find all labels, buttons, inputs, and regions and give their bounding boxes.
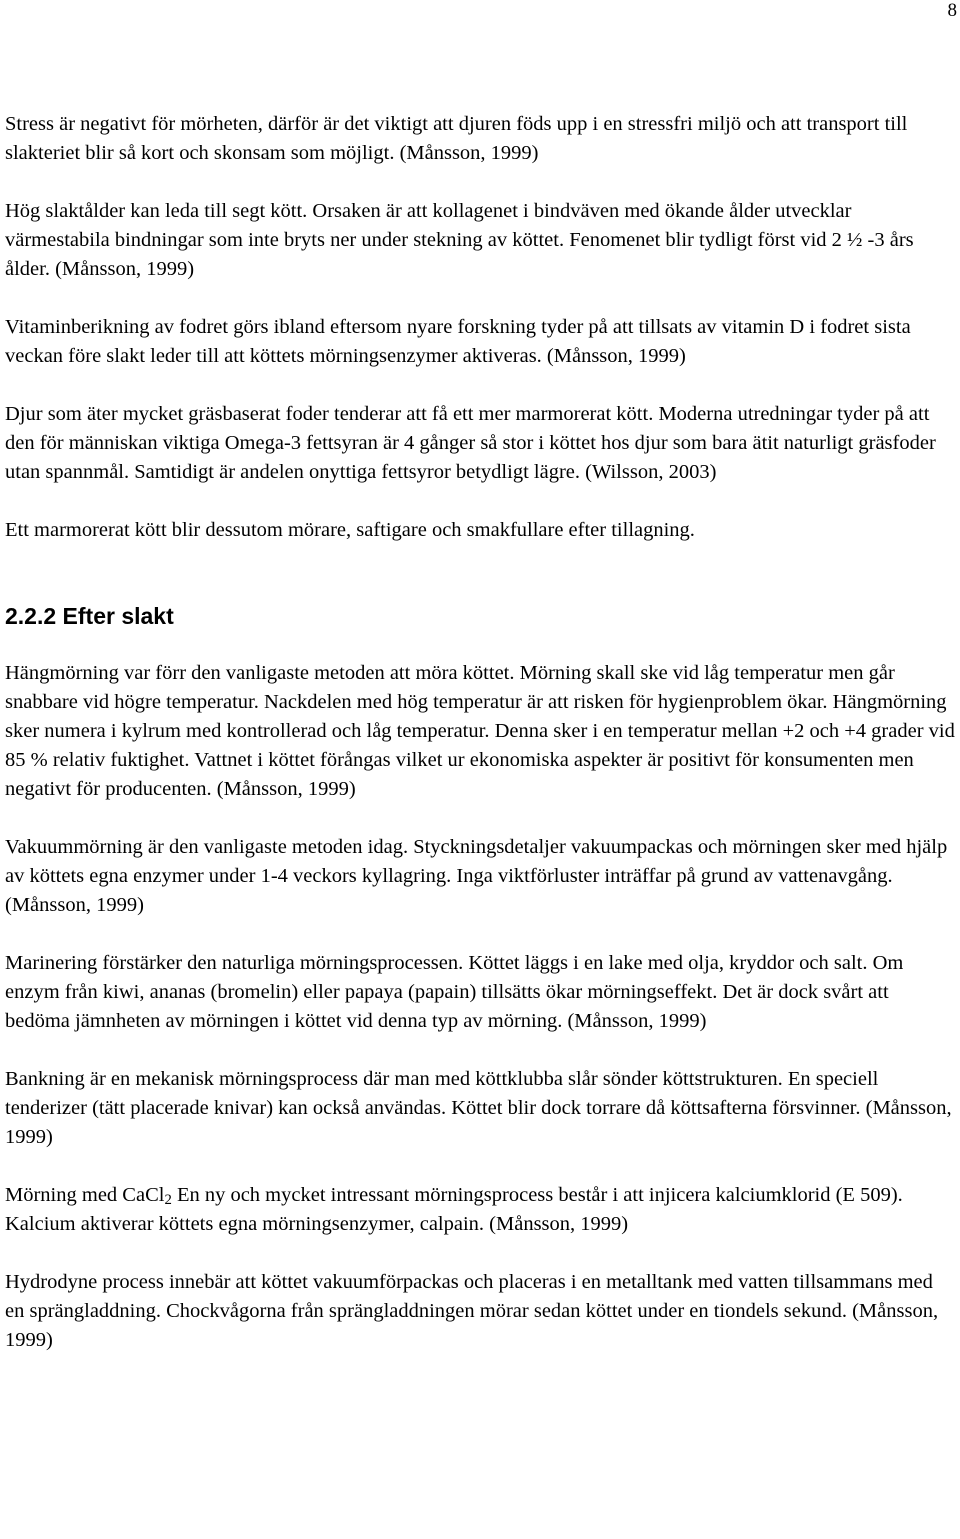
paragraph-hydrodyne: Hydrodyne process innebär att köttet vakuumförpackas och placeras i en metalltank med vatten tillsammans med en sprängladdning. Chockvågorna från sprängladdningen mörar sedan köttet under en tiondels sekund. (Månsson, 1999) [5, 1271, 939, 1351]
paragraph-grasbaserat-foder: Djur som äter mycket gräsbaserat foder tenderar att få ett mer marmorerat kött. Moderna utredningar tyder på att den för människan viktiga Omega-3 fettsyran är 4 gånger så stor i köttet hos djur som bara ätit naturligt gräsfoder utan spannmål. Samtidigt är andelen onyttiga fettsyror betydligt lägre. (Wilsson, 2003) [5, 403, 936, 483]
paragraph-vakuummorning: Vakuummörning är den vanligaste metoden idag. Styckningsdetaljer vakuumpackas och mörningen sker med hjälp av köttets egna enzymer under 1-4 veckors kyllagring. Inga viktförluster inträffar på grund av vattenavgång. (Månsson, 1999) [5, 836, 948, 916]
cacl-text-after: En ny och mycket intressant mörningsprocess består i att injicera kalciumklorid (E 509). Kalcium aktiverar köttets egna mörningsenzymer, calpain. (Månsson, 1999) [5, 1184, 903, 1235]
cacl-text-before: Mörning med CaCl [5, 1184, 165, 1206]
cacl-subscript: 2 [164, 1191, 172, 1208]
document-body [5, 110, 957, 1355]
paragraph-marmorerat-kott: Ett marmorerat kött blir dessutom mörare, saftigare och smakfullare efter tillagning. [5, 519, 695, 541]
paragraph-cacl-morning [5, 1181, 957, 1239]
paragraph-hangmorning: Hängmörning var förr den vanligaste metoden att möra köttet. Mörning skall ske vid låg temperatur men går snabbare vid högre temperatur. Nackdelen med hög temperatur är att risken för hygienproblem ökar. Hängmörning sker numera i kylrum med kontrollerad och låg temperatur. Denna sker i en temperatur mellan +2 och +4 grader vid 85 % relativ fuktighet. Vattnet i köttet förångas vilket ur ekonomiska aspekter är positivt för konsumenten men negativt för producenten. (Månsson, 1999) [5, 662, 955, 800]
page-number: 8 [947, 0, 957, 21]
paragraph-vitaminberikning: Vitaminberikning av fodret görs ibland eftersom nyare forskning tyder på att tillsats av vitamin D i fodret sista veckan före slakt leder till att köttets mörningsenzymer aktiveras. (Månsson, 1999) [5, 316, 911, 367]
paragraph-stress: Stress är negativt för mörheten, därför är det viktigt att djuren föds upp i en stressfri miljö och att transport till slakteriet blir så kort och skonsam som möjligt. (Månsson, 1999) [5, 113, 908, 164]
paragraph-bankning: Bankning är en mekanisk mörningsprocess där man med köttklubba slår sönder köttstrukturen. En speciell tenderizer (tätt placerade knivar) kan också användas. Köttet blir dock torrare då köttsafterna försvinner. (Månsson, 1999) [5, 1068, 952, 1148]
paragraph-marinering: Marinering förstärker den naturliga mörningsprocessen. Köttet läggs i en lake med olja, kryddor och salt. Om enzym från kiwi, ananas (bromelin) eller papaya (papain) tillsätts ökar mörningseffekt. Det är dock svårt att bedöma jämnheten av mörningen i köttet vid denna typ av mörning. (Månsson, 1999) [5, 952, 904, 1032]
section-heading: 2.2.2 Efter slakt [5, 603, 174, 629]
paragraph-slaktalder: Hög slaktålder kan leda till segt kött. Orsaken är att kollagenet i bindväven med ökande ålder utvecklar värmestabila bindningar som inte bryts ner under stekning av köttet. Fenomenet blir tydligt först vid 2 ½ -3 års ålder. (Månsson, 1999) [5, 200, 914, 280]
